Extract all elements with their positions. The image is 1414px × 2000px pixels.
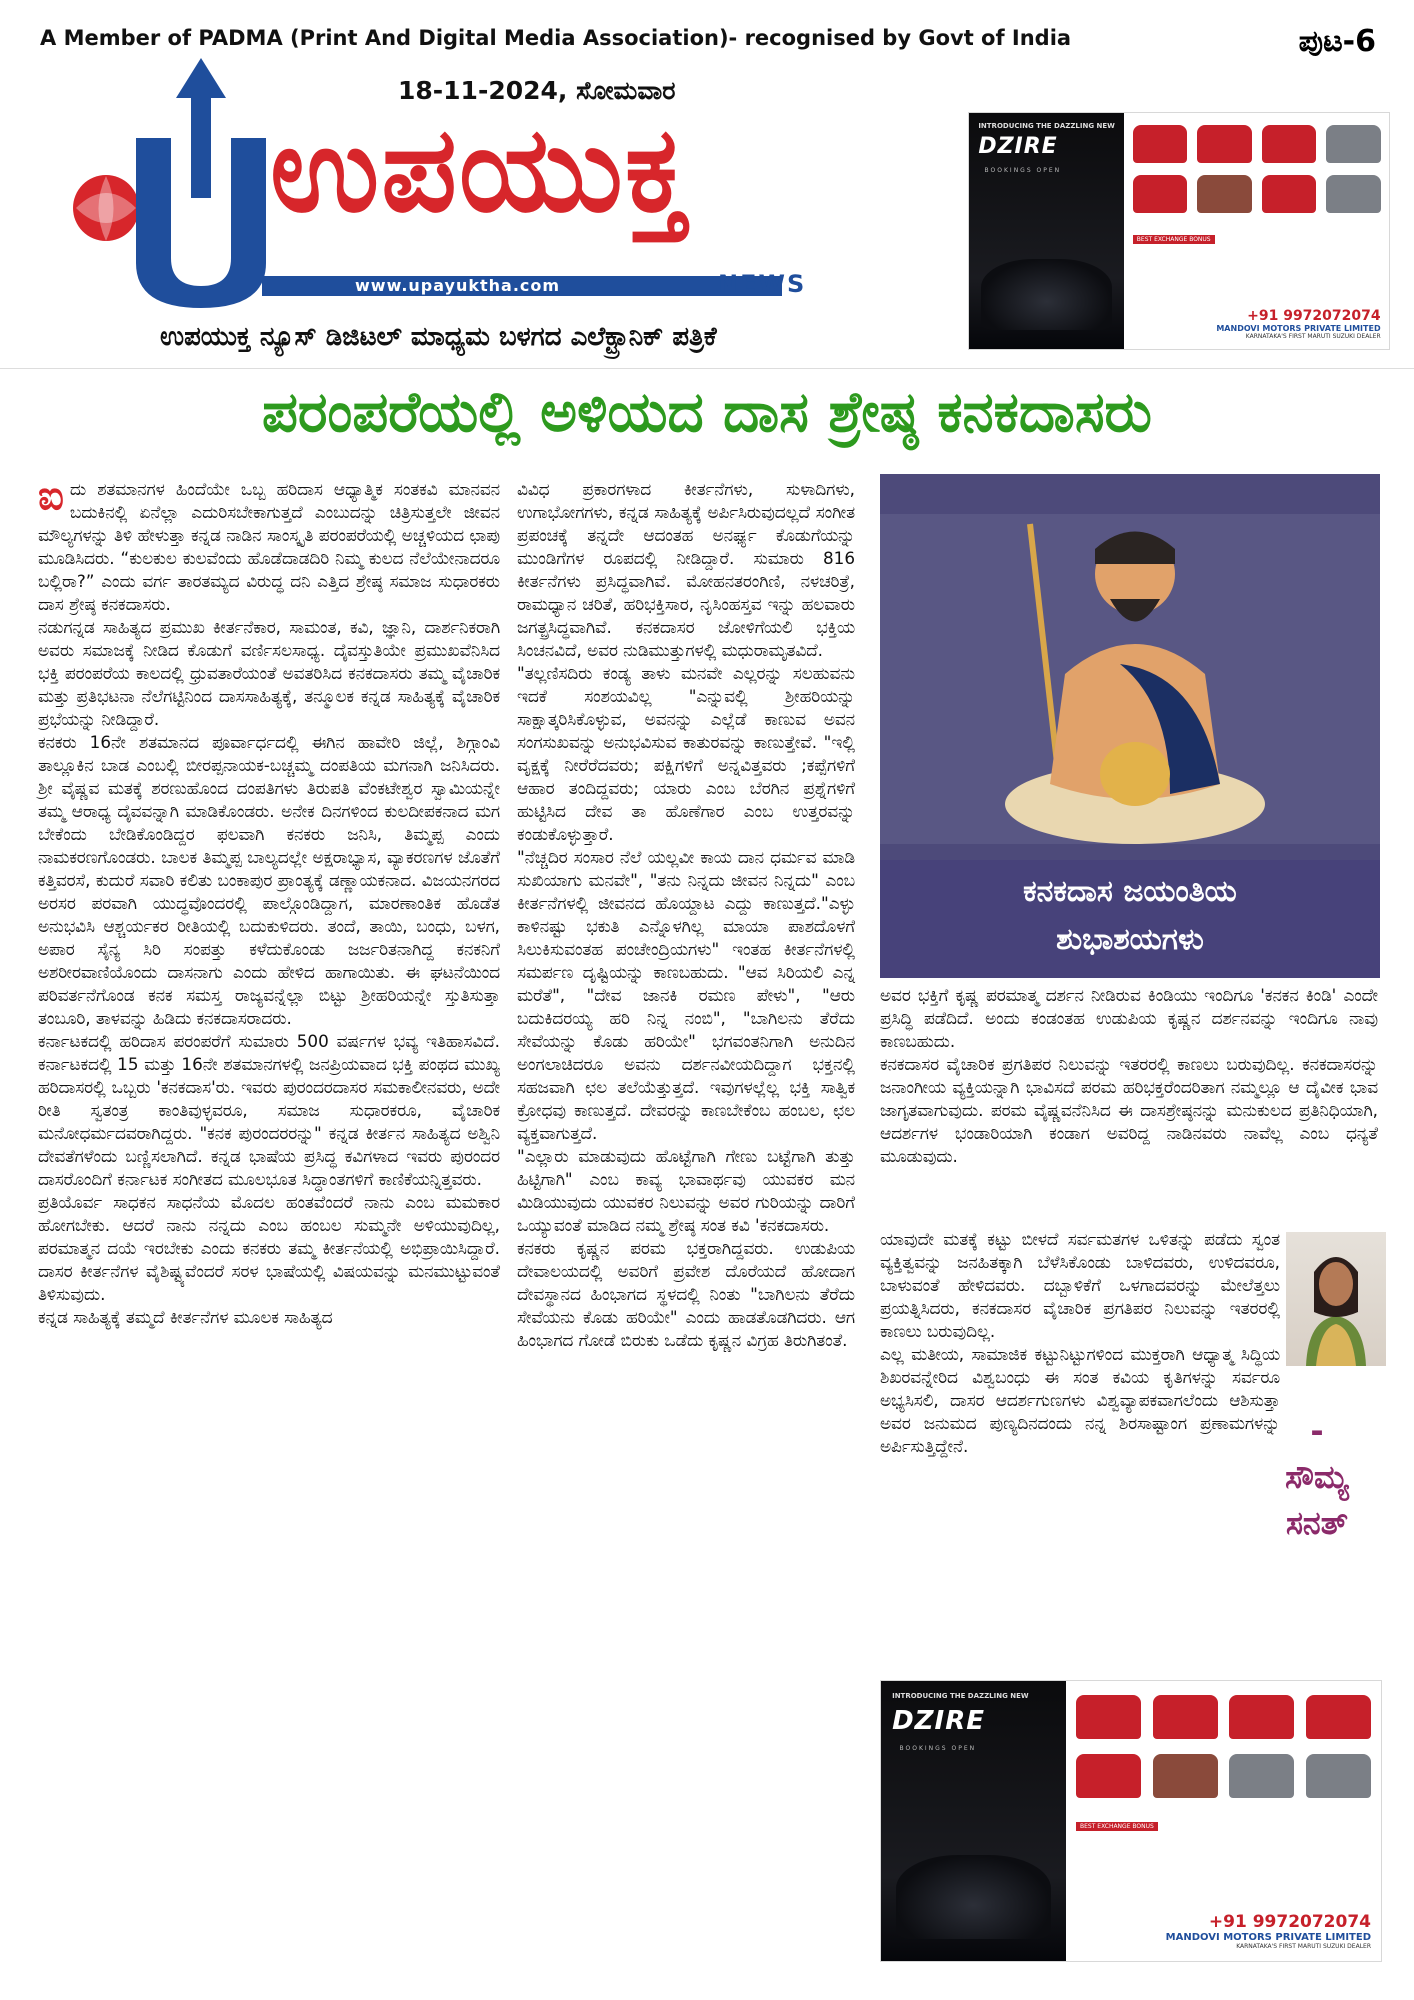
article-paragraph: ಕನ್ನಡ ಸಾಹಿತ್ಯಕ್ಕೆ ತಮ್ಮದೆ ಕೀರ್ತನೆಗಳ ಮೂಲಕ ಸಾಹಿತ್ಯದ [38,1307,333,1327]
article-paragraph: "ತಲ್ಲಣಿಸದಿರು ಕಂಡ್ಯ ತಾಳು ಮನವೇ ಎಲ್ಲರನ್ನು ಸಲಹುವನು ಇದಕೆ ಸಂಶಯವಿಲ್ಲ "ಎನ್ನುವಲ್ಲಿ ಶ್ರೀಹರಿಯನ್ನು ಸಾಕ್ಷಾತ್ಕರಿಸಿಕೊಳ್ಳುವ, ಅವನನ್ನು ಎಲ್ಲೆಡೆ ಕಾಣುವ ಅವನ ಸಂಗಸುಖವನ್ನು ಅನುಭವಿಸುವ ಕಾತುರವನ್ನು ಕಾಣುತ್ತೇವೆ. "ಇಲ್ಲಿ ವೃಕ್ಷಕ್ಕೆ ನೀರೆರೆದವರು; ಪಕ್ಷಿಗಳಿಗೆ ಅನ್ನವಿತ್ತವರು ;ಕಪ್ಪೆಗಳಿಗೆ ಆಹಾರ ತಂದಿದ್ದವರು; ಯಾರು ಎಂಬ ಬೆರಗಿನ ಪ್ರಶ್ನೆಗಳಿಗೆ ಹುಟ್ಟಿಸಿದ ದೇವ ತಾ ಹೊಣೆಗಾರ ಎಂಬ ಉತ್ತರವನ್ನು ಕಂಡುಕೊಳ್ಳುತ್ತಾರೆ. [517,663,855,844]
kanakadasa-poster-image [880,474,1380,978]
ad-intro-text: INTRODUCING THE DAZZLING NEW [978,122,1115,131]
ad-dark-panel [969,113,1124,349]
ad-footer [1076,1912,1371,1950]
author-portrait-icon [1286,1232,1386,1366]
upayuktha-u-logo-icon [66,58,286,308]
ad-bookings-text: BOOKINGS OPEN [899,1745,977,1753]
ad-dealer-name: MANDOVI MOTORS PRIVATE LIMITED [1165,1931,1371,1943]
kanakadasa-figure-icon [970,504,1290,854]
car-icon [1306,1695,1371,1739]
ad-model-name: DZIRE [978,134,1058,160]
article-paragraph: ಅವರ ಭಕ್ತಿಗೆ ಕೃಷ್ಣ ಪರಮಾತ್ಮ ದರ್ಶನ ನೀಡಿರುವ ಕಿಂಡಿಯು ಇಂದಿಗೂ 'ಕನಕನ ಕಿಂಡಿ' ಎಂದೇ ಪ್ರಸಿದ್ಧಿ ಪಡೆದಿದೆ. ಅಂದು ಕಂಡಂತಹ ಉಡುಪಿಯ ಕೃಷ್ಣನ ದರ್ಶನವನ್ನು ಇಂದಿಗೂ ನಾವು ಕಾಣಬಹುದು. [880,985,1378,1051]
issue-date: 18-11-2024, ಸೋಮವಾರ [398,76,676,105]
logo-news-label: NEWS [718,270,807,298]
ad-dealer-sub: KARNATAKA'S FIRST MARUTI SUZUKI DEALER [1236,1942,1371,1950]
page-number: ಪುಟ-6 [1298,24,1376,59]
top-car-advertisement[interactable] [968,112,1390,350]
masthead-logo-text: ಉಪಯುಕ್ತ [270,100,690,238]
poster-line-1: ಕನಕದಾಸ ಜಯಂತಿಯ [1023,874,1237,909]
car-icon [1262,125,1317,163]
ad-model-name: DZIRE [892,1706,985,1737]
car-icon [1262,175,1317,213]
ad-car-front-icon [981,259,1112,330]
article-paragraph: "ನೆಚ್ಚದಿರ ಸಂಸಾರ ನೆಲೆ ಯಲ್ಲವೀ ಕಾಯ ದಾನ ಧರ್ಮವ ಮಾಡಿ ಸುಖಿಯಾಗು ಮನವೇ", "ತನು ನಿನ್ನದು ಜೀವನ ನಿನ್ನದು" ಎಂಬ ಕೀರ್ತನೆಗಳಲ್ಲಿ ಜೀವನದ ಹೊಯ್ದಾಟ ಎದ್ದು ಕಾಣುತ್ತದೆ."ಎಳ್ಳು ಕಾಳಿನಷ್ಟು ಭಕುತಿ ಎನ್ನೊಳಗಿಲ್ಲ ಮಾಯಾ ಪಾಶದೊಳಗೆ ಸಿಲುಕಿಸುವಂತಹ ಪಂಚೇಂದ್ರಿಯಗಳು" ಇಂತಹ ಕೀರ್ತನೆಗಳಲ್ಲಿ ಸಮರ್ಪಣ ದೃಷ್ಟಿಯನ್ನು ಕಾಣಬಹುದು. "ಆವ ಸಿರಿಯಲಿ ಎನ್ನ ಮರೆತೆ", "ದೇವ ಜಾನಕಿ ರಮಣ ಪೇಳು", "ಆರು ಬದುಕಿದರಯ್ಯ ಹರಿ ನಿನ್ನ ನಂಬಿ", "ಬಾಗಿಲನು ತೆರೆದು ಸೇವೆಯನ್ನು ಕೊಡು ಹರಿಯೇ" ಭಗವಂತನಿಗಾಗಿ ಅನುದಿನ ಅಂಗಲಾಚಿದರೂ ಅವನು ದರ್ಶನವೀಯದಿದ್ದಾಗ ಭಕ್ತನಲ್ಲಿ ಸಹಜವಾಗಿ ಛಲ ತಲೆಯೆತ್ತುತ್ತದೆ. ಇವುಗಳಲ್ಲೆಲ್ಲ ಭಕ್ತಿ ಸಾತ್ವಿಕ ಕ್ರೋಧವು ಕಾಣುತ್ತದೆ. ದೇವರನ್ನು ಕಾಣಬೇಕೆಂಬ ಹಂಬಲ, ಛಲ ವ್ಯಕ್ತವಾಗುತ್ತದೆ. [517,847,855,1143]
car-icon [1326,175,1381,213]
ad-bonus-badge: BEST EXCHANGE BONUS [1076,1822,1158,1831]
ad-bookings-text: BOOKINGS OPEN [984,167,1062,175]
article-paragraph: ಕನಕದಾಸರ ವೈಚಾರಿಕ ಪ್ರಗತಿಪರ ನಿಲುವನ್ನು ಇತರರಲ್ಲಿ ಕಾಣಲು ಬರುವುದಿಲ್ಲ. ಕನಕದಾಸರನ್ನು ಜನಾಂಗೀಯ ವ್ಯಕ್ತಿಯನ್ನಾಗಿ ಭಾವಿಸದೆ ಪರಮ ಹರಿಭಕ್ತರೆಂದರಿತಾಗ ನಮ್ಮಲ್ಲೂ ಆ ದೈವೀಕ ಭಾವ ಜಾಗೃತವಾಗುವುದು. ಪರಮ ವೈಷ್ಣವನೆನಿಸಿದ ಈ ದಾಸಶ್ರೇಷ್ಠನನ್ನು ಮನುಕುಲದ ಪ್ರತಿನಿಧಿಯಾಗಿ, ಆದರ್ಶಗಳ ಭಂಡಾರಿಯಾಗಿ ಕಂಡಾಗ ಅವರಿದ್ದ ನಾಡಿನವರು ನಾವೆಲ್ಲ ಎಂಬ ಧನ್ಯತೆ ಮೂಡುವುದು. [880,1054,1378,1166]
author-photo [1286,1232,1386,1366]
car-icon [1229,1695,1294,1739]
ad-footer [1133,308,1381,340]
masthead-tagline: ಉಪಯುಕ್ತ ನ್ಯೂಸ್ ಡಿಜಿಟಲ್ ಮಾಧ್ಯಮ ಬಳಗದ ಎಲೆಕ್ಟ್ರಾನಿಕ್ ಪತ್ರಿಕೆ [160,322,717,352]
car-icon [1133,125,1188,163]
car-icon [1133,175,1188,213]
article-paragraph: ಯಾವುದೇ ಮತಕ್ಕೆ ಕಟ್ಟು ಬೀಳದೆ ಸರ್ವಮತಗಳ ಒಳಿತನ್ನು ಪಡೆದು ಸ್ವಂತ ವ್ಯಕ್ತಿತ್ವವನ್ನು ಜನಹಿತಕ್ಕಾಗಿ ಬೆಳೆಸಿಕೊಂಡು ಬಾಳಿದವರು, ಉಳಿದವರೂ, ಬಾಳುವಂತೆ ಹೇಳಿದವರು. ದಬ್ಬಾಳಿಕೆಗೆ ಒಳಗಾದವರನ್ನು ಮೇಲೆತ್ತಲು ಪ್ರಯತ್ನಿಸಿದರು, ಕನಕದಾಸರ ವೈಚಾರಿಕ ಪ್ರಗತಿಪರ ನಿಲುವನ್ನು ಇತರರಲ್ಲಿ ಕಾಣಲು ಬರುವುದಿಲ್ಲ. [880,1229,1280,1341]
article-paragraph: ನಡುಗನ್ನಡ ಸಾಹಿತ್ಯದ ಪ್ರಮುಖ ಕೀರ್ತನೆಕಾರ, ಸಾಮಂತ, ಕವಿ, ಜ್ಞಾನಿ, ದಾರ್ಶನಿಕರಾಗಿ ಅವರು ಸಮಾಜಕ್ಕೆ ನೀಡಿದ ಕೊಡುಗೆ ವರ್ಣಿಸಲಸಾಧ್ಯ. ದೈವಸ್ತುತಿಯೇ ಪ್ರಮುಖವೆನಿಸಿದ ಭಕ್ತಿ ಪರಂಪರೆಯ ಕಾಲದಲ್ಲಿ ಧ್ರುವತಾರೆಯಂತೆ ಅವತರಿಸಿದ ಕನಕದಾಸರು ತಮ್ಮ ವೈಚಾರಿಕ ಮತ್ತು ಪ್ರತಿಭಟನಾ ನೆಲೆಗಟ್ಟಿನಿಂದ ದಾಸಸಾಹಿತ್ಯಕ್ಕೆ, ತನ್ಮೂಲಕ ಕನ್ನಡ ಸಾಹಿತ್ಯಕ್ಕೆ ವೈಚಾರಿಕ ಪ್ರಭೆಯನ್ನು ನೀಡಿದ್ದಾರೆ. [38,617,500,729]
car-icon [1076,1754,1141,1798]
ad-phone-number[interactable]: +91 9972072074 [1247,307,1381,324]
article-paragraph: ಪ್ರತಿಯೊರ್ವ ಸಾಧಕನ ಸಾಧನೆಯ ಮೊದಲ ಹಂತವೆಂದರೆ ನಾನು ಎಂಬ ಮಮಕಾರ ಹೋಗಬೇಕು. ಆದರೆ ನಾನು ನನ್ನದು ಎಂಬ ಹಂಬಲ ಸುಮ್ಮನೇ ಅಳಿಯುವುದಿಲ್ಲ, ಪರಮಾತ್ಮನ ದಯೆ ಇರಬೇಕು ಎಂದು ಕನಕರು ತಮ್ಮ ಕೀರ್ತನೆಯಲ್ಲಿ ಅಭಿಪ್ರಾಯಿಸಿದ್ದಾರೆ. ದಾಸರ ಕೀರ್ತನೆಗಳ ವೈಶಿಷ್ಟ್ಯವೆಂದರೆ ಸರಳ ಭಾಷೆಯಲ್ಲಿ ವಿಷಯವನ್ನು ಮನಮುಟ್ಟುವಂತೆ ತಿಳಿಸುವುದು. [38,1192,500,1304]
article-column-3-top [880,984,1378,1168]
article-paragraph: "ಎಲ್ಲಾರು ಮಾಡುವುದು ಹೊಟ್ಟೆಗಾಗಿ ಗೇಣು ಬಟ್ಟೆಗಾಗಿ ತುತ್ತು ಹಿಟ್ಟಿಗಾಗಿ" ಎಂಬ ಕಾವ್ಯ ಭಾವಾರ್ಥವು ಯುವಕರ ಮನ ಮಿಡಿಯುವುದು ಯುವಕರ ನಿಲುವನ್ನು ಅವರ ಗುರಿಯನ್ನು ದಾರಿಗೆ ಒಯ್ಯುವಂತೆ ಮಾಡಿದ ನಮ್ಮ ಶ್ರೇಷ್ಠ ಸಂತ ಕವಿ 'ಕನಕದಾಸರು. [517,1146,855,1235]
author-name-line-2: ಸನತ್ [1285,1504,1349,1542]
poster-line-2: ಶುಭಾಶಯಗಳು [1056,922,1204,957]
article-paragraph: ಕರ್ನಾಟಕದಲ್ಲಿ ಹರಿದಾಸ ಪರಂಪರೆಗೆ ಸುಮಾರು 500 ವರ್ಷಗಳ ಭವ್ಯ ಇತಿಹಾಸವಿದೆ. ಕರ್ನಾಟಕದಲ್ಲಿ 15 ಮತ್ತು 16ನೇ ಶತಮಾನಗಳಲ್ಲಿ ಜನಪ್ರಿಯವಾದ ಭಕ್ತಿ ಪಂಥದ ಮುಖ್ಯ ಹರಿದಾಸರಲ್ಲಿ ಒಬ್ಬರು 'ಕನಕದಾಸ'ರು. ಇವರು ಪುರಂದರದಾಸರ ಸಮಕಾಲೀನವರು, ಅದೇ ರೀತಿ ಸ್ವತಂತ್ರ ಕಾಂತಿವುಳ್ಳವರೂ, ಸಮಾಜ ಸುಧಾರಕರೂ, ವೈಚಾರಿಕ ಮನೋಧರ್ಮದವರಾಗಿದ್ದರು. "ಕನಕ ಪುರಂದರರನ್ನು" ಕನ್ನಡ ಕೀರ್ತನ ಸಾಹಿತ್ಯದ ಅಶ್ವಿನಿ ದೇವತೆಗಳೆಂದು ಬಣ್ಣಿಸಲಾಗಿದೆ. ಕನ್ನಡ ಭಾಷೆಯ ಪ್ರಸಿದ್ಧ ಕವಿಗಳಾದ ಇವರು ಪುರಂದರ ದಾಸರೊಂದಿಗೆ ಕರ್ನಾಟಕ ಸಂಗೀತದ ಮೂಲಭೂತ ಸಿದ್ಧಾಂತಗಳಿಗೆ ಕಾಣಿಕೆಯನ್ನಿತ್ತವರು. [38,1031,500,1189]
author-byline [1254,1408,1380,1546]
car-icon [1326,125,1381,163]
car-icon [1076,1695,1141,1739]
ad-phone-number[interactable]: +91 9972072074 [1208,1911,1371,1932]
ad-dark-panel [881,1681,1066,1961]
poster-banner [880,860,1380,978]
article-column-2 [517,478,855,1352]
author-name-line-1: ಸೌಮ್ಯ [1285,1458,1349,1496]
car-icon [1153,1695,1218,1739]
car-icon [1306,1754,1371,1798]
ad-dealer-sub: KARNATAKA'S FIRST MARUTI SUZUKI DEALER [1245,332,1381,340]
car-icon [1197,175,1252,213]
article-paragraph: ಕನಕರು 16ನೇ ಶತಮಾನದ ಪೂರ್ವಾರ್ಧದಲ್ಲಿ ಈಗಿನ ಹಾವೇರಿ ಜಿಲ್ಲೆ, ಶಿಗ್ಗಾಂವಿ ತಾಲ್ಲೂಕಿನ ಬಾಡ ಎಂಬಲ್ಲಿ ಬೀರಪ್ಪನಾಯಕ-ಬಚ್ಚಮ್ಮ ದಂಪತಿಯ ಮಗನಾಗಿ ಜನಿಸಿದರು. ಶ್ರೀ ವೈಷ್ಣವ ಮತಕ್ಕೆ ಶರಣುಹೊಂದ ದಂಪತಿಗಳು ತಿರುಪತಿ ವೆಂಕಟೇಶ್ವರ ಸ್ವಾಮಿಯನ್ನೇ ತಮ್ಮ ಆರಾಧ್ಯ ದೈವವನ್ನಾಗಿ ಮಾಡಿಕೊಂಡರು. ಅನೇಕ ದಿನಗಳಿಂದ ಕುಲದೀಪಕನಾದ ಮಗ ಬೇಕೆಂದು ಬೇಡಿಕೊಂಡಿದ್ದರ ಫಲವಾಗಿ ಕನಕರು ಜನಿಸಿ, ತಿಮ್ಮಪ್ಪ ಎಂದು ನಾಮಕರಣಗೊಂಡರು. ಬಾಲಕ ತಿಮ್ಮಪ್ಪ ಬಾಲ್ಯದಲ್ಲೇ ಅಕ್ಷರಾಭ್ಯಾಸ, ವ್ಯಾಕರಣಗಳ ಜೊತೆಗೆ ಕತ್ತಿವರಸೆ, ಕುದುರೆ ಸವಾರಿ ಕಲಿತು ಬಂಕಾಪುರ ಪ್ರಾಂತ್ಯಕ್ಕೆ ಡಣ್ಣಾಯಕನಾದ. ವಿಜಯನಗರದ ಅರಸರ ಪರವಾಗಿ ಯುದ್ಧವೊಂದರಲ್ಲಿ ಪಾಲ್ಗೊಂಡಿದ್ದಾಗ, ಮಾರಣಾಂತಿಕ ಹೊಡೆತ ಅನುಭವಿಸಿ ಆಶ್ಚರ್ಯಕರ ರೀತಿಯಲ್ಲಿ ಬದುಕುಳಿದರು. ತಂದೆ, ತಾಯಿ, ಬಂಧು, ಬಳಗ, ಅಪಾರ ಸೈನ್ಯ ಸಿರಿ ಸಂಪತ್ತು ಕಳೆದುಕೊಂಡು ಜರ್ಜರಿತನಾಗಿದ್ದ ಕನಕನಿಗೆ ಅಶರೀರವಾಣಿಯೊಂದು ದಾಸನಾಗು ಎಂದು ಹೇಳಿದ ಹಾಗಾಯಿತು. ಈ ಘಟನೆಯಿಂದ ಪರಿವರ್ತನೆಗೊಂಡ ಕನಕ ಸಮಸ್ತ ರಾಜ್ಯವನ್ನೆಲ್ಲಾ ಬಿಟ್ಟು ಶ್ರೀಹರಿಯನ್ನೇ ಸ್ತುತಿಸುತ್ತಾ ತಂಬೂರಿ, ತಾಳವನ್ನು ಹಿಡಿದು ಕನಕದಾಸರಾದರು. [38,732,500,1028]
padma-membership-line: A Member of PADMA (Print And Digital Media Association)- recognised by Govt of India [40,26,1072,50]
article-column-1 [38,473,500,1329]
article-paragraph: ವಿವಿಧ ಪ್ರಕಾರಗಳಾದ ಕೀರ್ತನೆಗಳು, ಸುಳಾದಿಗಳು, ಉಗಾಭೋಗಗಳು, ಕನ್ನಡ ಸಾಹಿತ್ಯಕ್ಕೆ ಅರ್ಪಿಸಿರುವುದಲ್ಲದೆ ಸಂಗೀತ ಪ್ರಪಂಚಕ್ಕೆ ತನ್ನದೇ ಆದಂತಹ ಅನರ್ಘ್ಯ ಕೊಡುಗೆಯನ್ನು ಮುಂಡಿಗೆಗಳ ರೂಪದಲ್ಲಿ ನೀಡಿದ್ದಾರೆ. ಸುಮಾರು 816 ಕೀರ್ತನೆಗಳು ಪ್ರಸಿದ್ಧವಾಗಿವೆ. ಮೋಹನತರಂಗಿಣಿ, ನಳಚರಿತ್ರೆ, ರಾಮಧ್ಯಾನ ಚರಿತೆ, ಹರಿಭಕ್ತಿಸಾರ, ನೃಸಿಂಹಸ್ತವ ಇನ್ನು ಹಲವಾರು ಜಗತ್ಪ್ರಸಿದ್ಧವಾಗಿವೆ. ಕನಕದಾಸರ ಜೋಳಿಗೆಯಲಿ ಭಕ್ತಿಯ ಸಿಂಚನವಿದೆ, ಅವರ ನುಡಿಮುತ್ತುಗಳಲ್ಲಿ ಮಧುರಾಮೃತವಿದೆ. [517,479,855,660]
article-paragraph: ಎಲ್ಲ ಮತೀಯ, ಸಾಮಾಜಿಕ ಕಟ್ಟುನಿಟ್ಟುಗಳಿಂದ ಮುಕ್ತರಾಗಿ ಆಧ್ಯಾತ್ಮ ಸಿದ್ಧಿಯ ಶಿಖರವನ್ನೇರಿದ ವಿಶ್ವಬಂಧು ಈ ಸಂತ ಕವಿಯ ಕೃತಿಗಳನ್ನು ಸರ್ವರೂ ಅಭ್ಯಸಿಸಲಿ, ದಾಸರ ಆದರ್ಶಗುಣಗಳು ವಿಶ್ವವ್ಯಾಪಕವಾಗಲೆಂದು ಆಶಿಸುತ್ತಾ ಅವರ ಜನುಮದ ಪುಣ್ಯದಿನದಂದು ನನ್ನ ಶಿರಸಾಷ್ಟಾಂಗ ಪ್ರಣಾಮಗಳನ್ನು ಅರ್ಪಿಸುತ್ತಿದ್ದೇನೆ. [880,1344,1280,1456]
article-column-3-bottom [880,1228,1280,1458]
ad-dealer-name: MANDOVI MOTORS PRIVATE LIMITED [1216,323,1381,333]
author-dash: - [1310,1412,1324,1450]
article-headline: ಪರಂಪರೆಯಲ್ಲಿ ಅಳಿಯದ ದಾಸ ಶ್ರೇಷ್ಠ ಕನಕದಾಸರು [262,380,1152,445]
masthead-divider [0,368,1414,369]
car-icon [1153,1754,1218,1798]
article-paragraph: ಐದು ಶತಮಾನಗಳ ಹಿಂದೆಯೇ ಒಬ್ಬ ಹರಿದಾಸ ಆಧ್ಯಾತ್ಮಿಕ ಸಂತಕವಿ ಮಾನವನ ಬದುಕಿನಲ್ಲಿ ಏನೆಲ್ಲಾ ಎದುರಿಸಬೇಕಾಗುತ್ತದೆ ಎಂಬುದನ್ನು ಚಿತ್ರಿಸುತ್ತಲೇ ಜೀವನ ಮೌಲ್ಯಗಳನ್ನು ತಿಳಿ ಹೇಳುತ್ತಾ ಕನ್ನಡ ನಾಡಿನ ಸಾಂಸ್ಕೃತಿ ಪರಂಪರೆಯಲ್ಲಿ ಅಚ್ಚಳಿಯದ ಛಾಪು ಮೂಡಿಸಿದರು. “ಕುಲಕುಲ ಕುಲವೆಂದು ಹೊಡೆದಾಡದಿರಿ ನಿಮ್ಮ ಕುಲದ ನೆಲೆಯೇನಾದರೂ ಬಲ್ಲಿರಾ?” ಎಂದು ವರ್ಗ ತಾರತಮ್ಯದ ವಿರುದ್ಧ ದನಿ ಎತ್ತಿದ ಶ್ರೇಷ್ಠ ಸಮಾಜ ಸುಧಾರಕರು ದಾಸ ಶ್ರೇಷ್ಠ ಕನಕದಾಸರು. [38,473,500,614]
bottom-car-advertisement[interactable] [880,1680,1382,1962]
ad-bonus-badge: BEST EXCHANGE BONUS [1133,235,1215,244]
ad-car-front-icon [896,1855,1051,1939]
drop-cap: ಐ [38,473,64,519]
logo-url[interactable]: www.upayuktha.com [355,276,561,295]
car-icon [1229,1754,1294,1798]
article-paragraph: ಕನಕರು ಕೃಷ್ಣನ ಪರಮ ಭಕ್ತರಾಗಿದ್ದವರು. ಉಡುಪಿಯ ದೇವಾಲಯದಲ್ಲಿ ಅವರಿಗೆ ಪ್ರವೇಶ ದೊರೆಯದೆ ಹೋದಾಗ ದೇವಸ್ಥಾನದ ಹಿಂಭಾಗದ ಸ್ಥಳದಲ್ಲಿ ನಿಂತು "ಬಾಗಿಲನು ತೆರೆದು ಸೇವೆಯನು ಕೊಡು ಹರಿಯೇ" ಎಂದು ಹಾಡತೊಡಗಿದರು. ಆಗ ಹಿಂಭಾಗದ ಗೋಡೆ ಬಿರುಕು ಒಡೆದು ಕೃಷ್ಣನ ವಿಗ್ರಹ ತಿರುಗಿತಂತೆ. [517,1238,855,1350]
car-icon [1197,125,1252,163]
ad-intro-text: INTRODUCING THE DAZZLING NEW [892,1692,1029,1701]
